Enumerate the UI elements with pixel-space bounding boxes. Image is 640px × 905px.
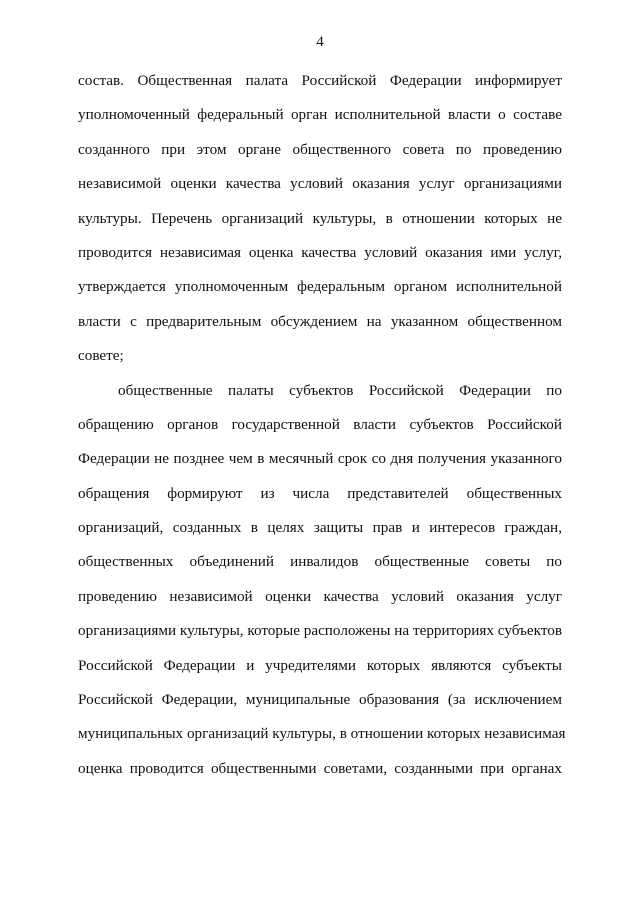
text-line: организациями культуры, которые расположены на территориях субъектов bbox=[78, 622, 563, 640]
text-line: власти с предварительным обсуждением на указанном общественном bbox=[78, 312, 562, 330]
text-line: созданного при этом органе общественного совета по проведению bbox=[78, 140, 562, 158]
text-line: муниципальных организаций культуры, в отношении которых независимая bbox=[78, 725, 566, 743]
text-line: общественные палаты субъектов Российской Федерации по bbox=[118, 381, 562, 399]
text-line: проводится независимая оценка качества условий оказания ими услуг, bbox=[78, 243, 562, 261]
text-line: проведению независимой оценки качества условий оказания услуг bbox=[78, 587, 562, 605]
text-line: обращению органов государственной власти субъектов Российской bbox=[78, 415, 562, 433]
text-line: Федерации не позднее чем в месячный срок со дня получения указанного bbox=[78, 450, 562, 468]
text-line: совете; bbox=[78, 347, 124, 365]
text-line: общественных объединений инвалидов общественные советы по bbox=[78, 553, 562, 571]
text-line: Российской Федерации и учредителями которых являются субъекты bbox=[78, 656, 562, 674]
text-line: обращения формируют из числа представителей общественных bbox=[78, 484, 562, 502]
text-line: Российской Федерации, муниципальные образования (за исключением bbox=[78, 691, 562, 709]
page-number: 4 bbox=[316, 34, 324, 50]
text-line: состав. Общественная палата Российской Федерации информирует bbox=[78, 72, 562, 89]
text-line: утверждается уполномоченным федеральным органом исполнительной bbox=[78, 278, 562, 296]
text-line: независимой оценки качества условий оказания услуг организациями bbox=[78, 175, 562, 193]
text-line: оценка проводится общественными советами, созданными при органах bbox=[78, 759, 562, 777]
text-line: культуры. Перечень организаций культуры, в отношении которых не bbox=[78, 209, 562, 227]
text-line: уполномоченный федеральный орган исполнительной власти о составе bbox=[78, 106, 562, 124]
text-line: организаций, созданных в целях защиты прав и интересов граждан, bbox=[78, 519, 562, 537]
document-body bbox=[78, 68, 566, 790]
